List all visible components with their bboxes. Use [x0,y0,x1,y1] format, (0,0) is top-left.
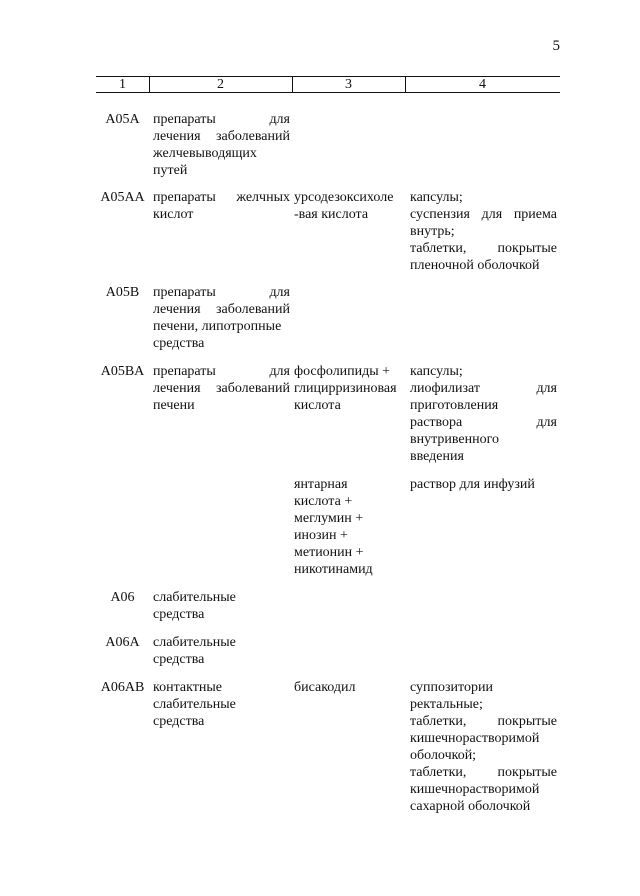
word: таблетки, [410,714,467,729]
group-name [153,363,290,414]
text-line: внутрь; [410,224,455,239]
header-col-3: 3 [292,77,406,92]
word: препараты [153,285,216,300]
text-line [410,206,557,223]
inn-name [294,189,408,223]
text-line [153,111,290,128]
text-line: контактные [153,680,222,695]
atc-code: A06A [105,635,140,650]
word: лечения [153,381,201,396]
word: покрытые [497,241,557,256]
text-line [153,301,290,318]
word: для [269,112,290,127]
atc-code: A05BA [100,364,145,379]
text-line: янтарная [294,477,348,492]
group-name [153,679,290,730]
text-line [153,284,290,301]
text-line: меглумин + [294,511,364,526]
text-line: кишечнорастворимой [410,782,540,797]
word: для [536,381,557,396]
word: лиофилизат [410,381,481,396]
word: заболеваний [216,302,290,317]
text-line [153,380,290,397]
header-col-2: 2 [149,77,293,92]
atc-code: A05AA [100,190,145,205]
word: таблетки, [410,765,467,780]
text-line: ректальные; [410,697,483,712]
text-line: метионин + [294,545,364,560]
text-line [410,764,557,781]
text-line: глицирризиновая [294,381,397,396]
atc-code: A06AB [100,680,145,695]
word: для [269,364,290,379]
text-line [153,128,290,145]
text-line: средства [153,714,205,729]
header-col-1: 1 [96,77,150,92]
group-name [153,284,290,352]
dosage-forms [410,363,557,465]
word: суспензия [410,207,470,222]
inn-name [294,476,408,578]
text-line: капсулы; [410,364,463,379]
text-line: кислота + [294,494,353,509]
text-line: бисакодил [294,680,356,695]
text-line: средства [153,607,205,622]
dosage-forms [410,189,557,274]
text-line [153,189,290,206]
text-line: желчевыводящих [153,146,257,161]
group-name [153,189,290,223]
text-line: печени, липотропные [153,319,282,334]
word: лечения [153,129,201,144]
text-line: инозин + [294,528,348,543]
text-line [410,240,557,257]
word: препараты [153,190,216,205]
text-line: внутривенного [410,432,500,447]
group-name [153,111,290,179]
group-name [153,589,290,623]
word: лечения [153,302,201,317]
text-line: никотинамид [294,562,373,577]
word: препараты [153,364,216,379]
text-line: слабительные [153,635,236,650]
text-line: пленочной оболочкой [410,258,540,273]
text-line: слабительные [153,590,236,605]
word: заболеваний [216,381,290,396]
word: для [481,207,503,222]
text-line: кислота [294,398,341,413]
word: покрытые [497,765,557,780]
text-line [410,414,557,431]
text-line: средства [153,652,205,667]
text-line [410,713,557,730]
text-line: путей [153,163,188,178]
text-line: слабительные [153,697,236,712]
text-line: суппозитории [410,680,493,695]
text-line: оболочкой; [410,748,477,763]
header-col-4: 4 [479,77,486,92]
word: препараты [153,112,216,127]
word: приема [513,207,557,222]
word: покрытые [497,714,557,729]
text-line: фосфолипиды + [294,364,391,379]
page-number: 5 [552,38,560,54]
word: заболеваний [216,129,290,144]
atc-code: A05B [105,285,140,300]
text-line: капсулы; [410,190,463,205]
word: таблетки, [410,241,467,256]
text-line: приготовления [410,398,499,413]
word: раствора [410,415,463,430]
text-line: -вая кислота [294,207,369,222]
text-line [410,380,557,397]
text-line: средства [153,336,205,351]
text-line [153,363,290,380]
text-line: печени [153,398,195,413]
text-line: кислот [153,207,194,222]
group-name [153,634,290,668]
word: для [536,415,557,430]
inn-name [294,363,408,414]
inn-name [294,679,408,696]
text-line: введения [410,449,464,464]
text-line: сахарной оболочкой [410,799,531,814]
text-line: раствор для инфузий [410,477,535,492]
text-line: урсодезоксихоле [294,190,394,205]
dosage-forms [410,476,557,493]
word: для [269,285,290,300]
dosage-forms [410,679,557,815]
atc-code: A05A [105,112,140,127]
atc-code: A06 [110,590,135,605]
table-header [96,76,560,93]
word: желчных [236,190,290,205]
text-line: кишечнорастворимой [410,731,540,746]
